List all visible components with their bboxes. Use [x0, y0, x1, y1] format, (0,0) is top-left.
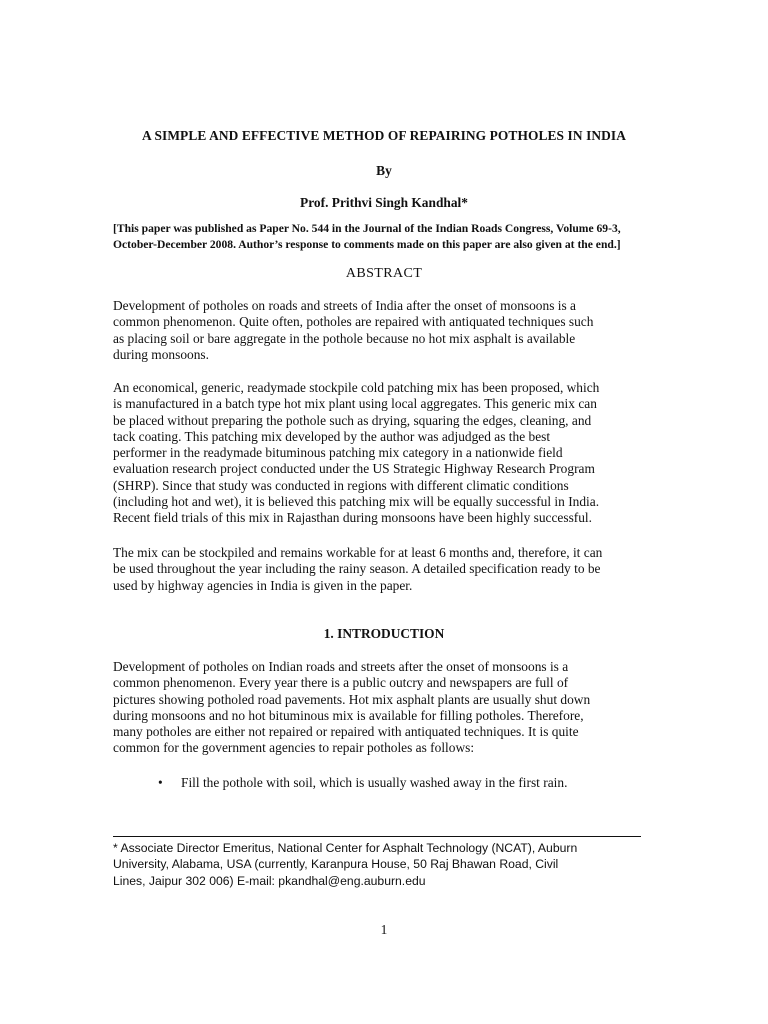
abstract-paragraph-2 — [113, 380, 673, 527]
text-line: during monsoons and no hot bituminous mix is available for filling potholes. Therefore, — [113, 707, 584, 723]
abstract-paragraph-1 — [113, 298, 673, 363]
text-line: performer in the readymade bituminous patching mix category in a nationwide field — [113, 445, 563, 461]
footnote-line: Lines, Jaipur 302 006) E-mail: pkandhal@eng.auburn.edu — [113, 873, 426, 888]
text-line: (SHRP). Since that study was conducted in regions with different climatic conditions — [113, 477, 569, 493]
text-line: common phenomenon. Quite often, potholes are repaired with antiquated techniques such — [113, 314, 594, 330]
publication-note — [113, 221, 673, 253]
footnote-line: * Associate Director Emeritus, National Center for Asphalt Technology (NCAT), Auburn — [113, 841, 578, 855]
bullet-icon: • — [158, 775, 163, 790]
publication-note-line: October-December 2008. Author’s response to comments made on this paper are also given at the end.] — [113, 238, 621, 251]
publication-note-line: [This paper was published as Paper No. 544 in the Journal of the Indian Roads Congress, Volume 69-3, — [113, 222, 621, 235]
abstract-heading: ABSTRACT — [345, 266, 423, 281]
text-line: common for the government agencies to repair potholes as follows: — [113, 740, 475, 756]
text-line: be placed without preparing the pothole such as drying, squaring the edges, cleaning, and — [113, 412, 592, 428]
author-name: Prof. Prithvi Singh Kandhal* — [300, 195, 468, 210]
bullet-item: Fill the pothole with soil, which is usually washed away in the first rain. — [181, 775, 568, 790]
footnote-divider — [113, 836, 641, 837]
introduction-heading: 1. INTRODUCTION — [323, 626, 445, 641]
text-line: tack coating. This patching mix developed by the author was adjudged as the best — [113, 428, 551, 444]
abstract-paragraph-3 — [113, 545, 673, 594]
text-line: Recent field trials of this mix in Rajasthan during monsoons have been highly successful. — [113, 510, 592, 526]
text-line: Development of potholes on roads and streets of India after the onset of monsoons is a — [113, 298, 576, 313]
text-line: many potholes are either not repaired or repaired with antiquated techniques. It is quite — [113, 724, 579, 740]
text-line: is manufactured in a batch type hot mix plant using local aggregates. This generic mix can — [113, 396, 597, 412]
text-line: as placing soil or bare aggregate in the pothole because no hot mix asphalt is available — [113, 330, 576, 346]
text-line: (including hot and wet), it is believed this patching mix will be equally successful in India. — [113, 494, 600, 510]
text-line: Development of potholes on Indian roads and streets after the onset of monsoons is a — [113, 659, 569, 674]
page-number: 1 — [380, 922, 388, 937]
footnote-line: University, Alabama, USA (currently, Karanpura House, 50 Raj Bhawan Road, Civil — [113, 857, 559, 872]
text-line: The mix can be stockpiled and remains workable for at least 6 months and, therefore, it can — [113, 545, 603, 560]
text-line: evaluation research project conducted under the US Strategic Highway Research Program — [113, 461, 595, 477]
footnote — [113, 840, 673, 889]
introduction-paragraph — [113, 659, 673, 757]
text-line: common phenomenon. Every year there is a public outcry and newspapers are full of — [113, 675, 569, 691]
text-line: used by highway agencies in India is given in the paper. — [113, 577, 413, 593]
text-line: pictures showing potholed road pavements. Hot mix asphalt plants are usually shut down — [113, 691, 591, 707]
text-line: during monsoons. — [113, 346, 209, 362]
text-line: be used throughout the year including the rainy season. A detailed specification ready to be — [113, 561, 601, 577]
paper-title: A SIMPLE AND EFFECTIVE METHOD OF REPAIRING POTHOLES IN INDIA — [141, 128, 627, 143]
by-line: By — [376, 163, 392, 178]
text-line: An economical, generic, readymade stockpile cold patching mix has been proposed, which — [113, 380, 600, 395]
